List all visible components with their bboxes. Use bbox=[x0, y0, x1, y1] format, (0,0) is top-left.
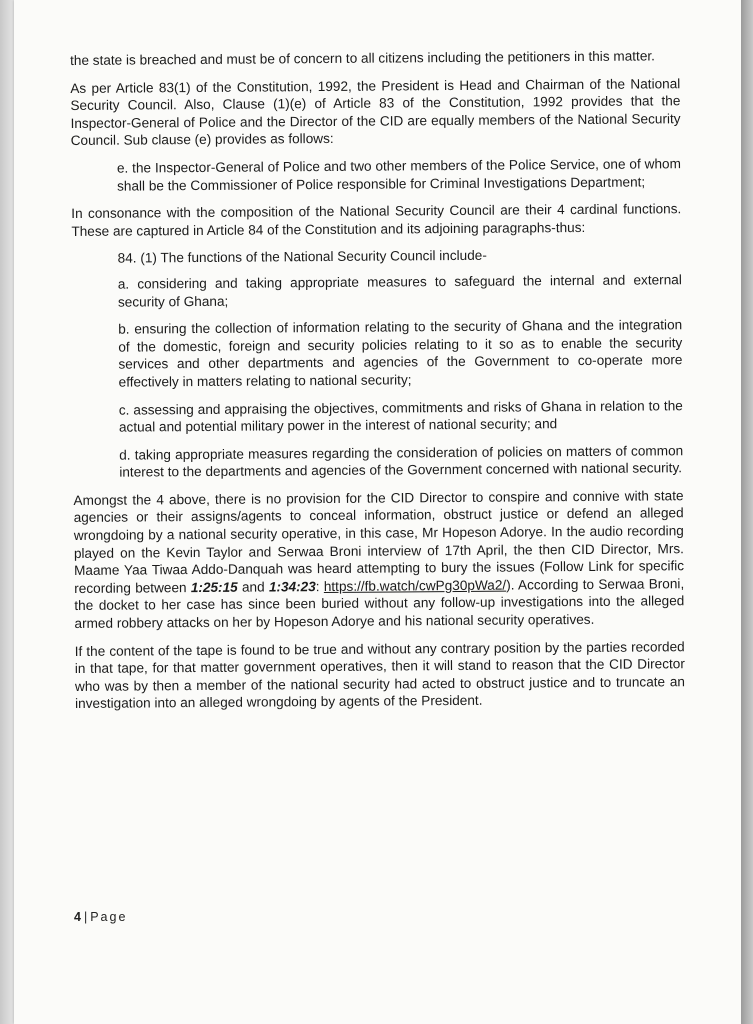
scan-left-margin bbox=[0, 0, 14, 1024]
page-number: 4 bbox=[74, 910, 81, 924]
timestamp-start: 1:25:15 bbox=[190, 579, 238, 595]
paragraph-continuation: the state is breached and must be of concern to all citizens including the petitioners in this matter. bbox=[70, 48, 655, 68]
paragraph-cid-director bbox=[73, 487, 684, 633]
page-body bbox=[70, 47, 685, 723]
paragraph-text: : bbox=[315, 578, 324, 594]
article-84-intro: 84. (1) The functions of the National Security Council include- bbox=[117, 248, 487, 266]
paragraph-text: Amongst the 4 above, there is no provision for the CID Director to conspire and connive with state agencies or their assigns/agents to conceal information, obstruct justice or defend an alleged wrongdoing by a national security operative, in this case, Mr Hopeson Adorye. In the audio recording played on the Kevin Taylor and Serwaa Broni interview of 17th April, the then CID Director, Mrs. Maame Yaa Tiwaa Addo-Danquah was heard attempting to bury the issues (Follow Link for specific recording between bbox=[73, 488, 685, 596]
page-label: Page bbox=[90, 910, 128, 924]
page-footer bbox=[74, 910, 127, 924]
article-84-item-c: c. assessing and appraising the objectives, commitments and risks of Ghana in relation to the actual and potential military power in the interest of national security; and bbox=[118, 397, 683, 435]
article-84-item-a: a. considering and taking appropriate measures to safeguard the internal and external security of Ghana; bbox=[117, 272, 682, 310]
paragraph-tape-content: If the content of the tape is found to be true and without any contrary position by the parties recorded in that tape, for that matter government operatives, then it will stand to reason that the CID Director who was by then a member of the national security had acted to obstruct justice and to truncate an investigation into an alleged wrongdoing by agents of the President. bbox=[74, 638, 686, 712]
article-84-item-d: d. taking appropriate measures regarding the consideration of policies on matters of common interest to the departments and agencies of the Government concerned with national security. bbox=[119, 442, 684, 480]
document-page bbox=[14, 0, 741, 1024]
footer-separator: | bbox=[83, 910, 88, 924]
quote-subclause-e: e. the Inspector-General of Police and two other members of the Police Service, one of whom shall be the Commissioner of Police responsible for Criminal Investigations Department; bbox=[116, 156, 681, 194]
paragraph-text: ). According to Serwaa Broni, the docket to her case has since been buried without any follow-up investigations into the alleged armed robbery attacks on her by Hopeson Adorye and his national security operatives. bbox=[74, 576, 685, 632]
article-84-item-b: b. ensuring the collection of information relating to the security of Ghana and the integration of the domestic, foreign and security policies relating to it so as to enable the security services and other departments and agencies of the Government to co-operate more effectively in matters relating to national security; bbox=[118, 317, 683, 390]
scan-right-margin bbox=[741, 0, 753, 1024]
recording-link[interactable]: https://fb.watch/cwPg30pWa2/ bbox=[323, 577, 507, 594]
paragraph-text: and bbox=[237, 579, 269, 595]
timestamp-end: 1:34:23 bbox=[268, 578, 316, 595]
paragraph-article-83: As per Article 83(1) of the Constitution, 1992, the President is Head and Chairman of the National Security Council. Also, Clause (1)(e) of Article 83 of the Constitution, 1992 provides that the Inspector-General of Police and the Director of the CID are equally members of the National Security Council. Sub clause (e) provides as follows: bbox=[70, 75, 681, 149]
paragraph-cardinal-functions: In consonance with the composition of the National Security Council are their 4 cardinal functions. These are captured in Article 84 of the Constitution and its adjoining paragraphs-thus: bbox=[71, 201, 682, 239]
